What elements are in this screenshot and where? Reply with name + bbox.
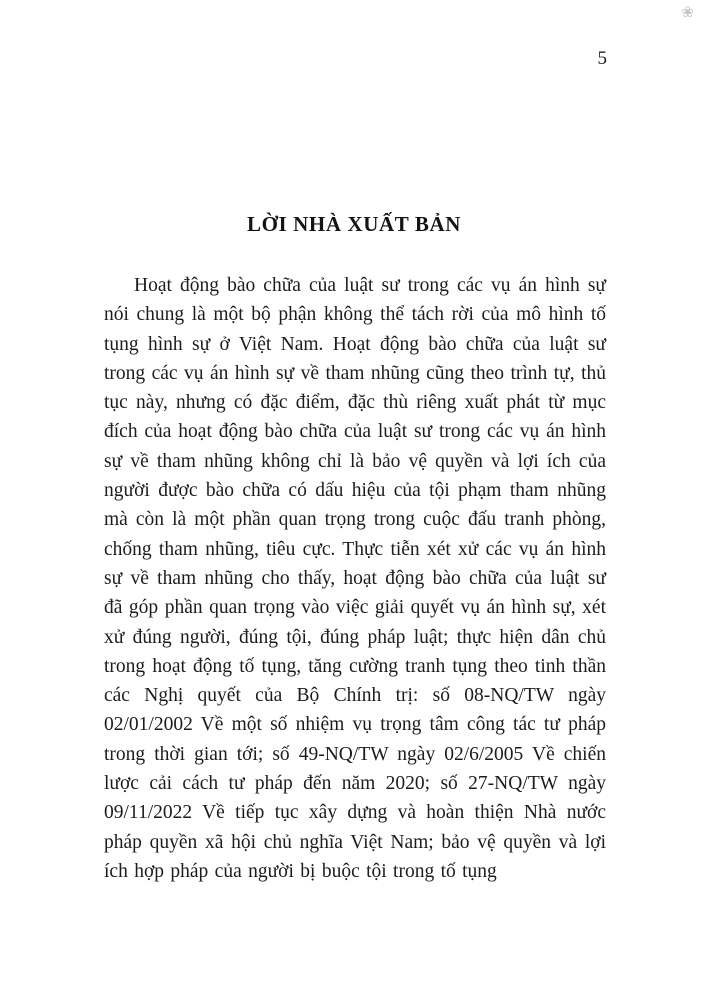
body-paragraph: Hoạt động bào chữa của luật sư trong các vụ án hình sự nói chung là một bộ phận không thể tách rời của mô hình tố tụng hình sự ở Việt Nam. Hoạt động bào chữa của luật sư trong các vụ án hình sự về tham nhũng cũng theo trình tự, thủ tục này, nhưng có đặc điểm, đặc thù riêng xuất phát từ mục đích của hoạt động bào chữa của luật sư trong các vụ án hình sự về tham nhũng không chỉ là bảo vệ quyền và lợi ích của người được bào chữa có dấu hiệu của tội phạm tham nhũng mà còn là một phần quan trọng trong cuộc đấu tranh phòng, chống tham nhũng, tiêu cực. Thực tiễn xét xử các vụ án hình sự về tham nhũng cho thấy, hoạt động bào chữa của luật sư đã góp phần quan trọng vào việc giải quyết vụ án hình sự, xét xử đúng người, đúng tội, đúng pháp luật; thực hiện dân chủ trong hoạt động tố tụng, tăng cường tranh tụng theo tinh thần các Nghị quyết của Bộ Chính trị: số 08-NQ/TW ngày 02/01/2002 Về một số nhiệm vụ trọng tâm công tác tư pháp trong thời gian tới; số 49-NQ/TW ngày 02/6/2005 Về chiến lược cải cách tư pháp đến năm 2020; số 27-NQ/TW ngày 09/11/2022 Về tiếp tục xây dựng và hoàn thiện Nhà nước pháp quyền xã hội chủ nghĩa Việt Nam; bảo vệ quyền và lợi ích hợp pháp của người bị buộc tội trong tố tụng bbox=[104, 275, 606, 882]
flower-ornament-icon: ❀ bbox=[681, 5, 694, 21]
body-text-block bbox=[104, 271, 606, 886]
page-number: 5 bbox=[597, 48, 607, 69]
chapter-title: LỜI NHÀ XUẤT BẢN bbox=[247, 212, 461, 237]
